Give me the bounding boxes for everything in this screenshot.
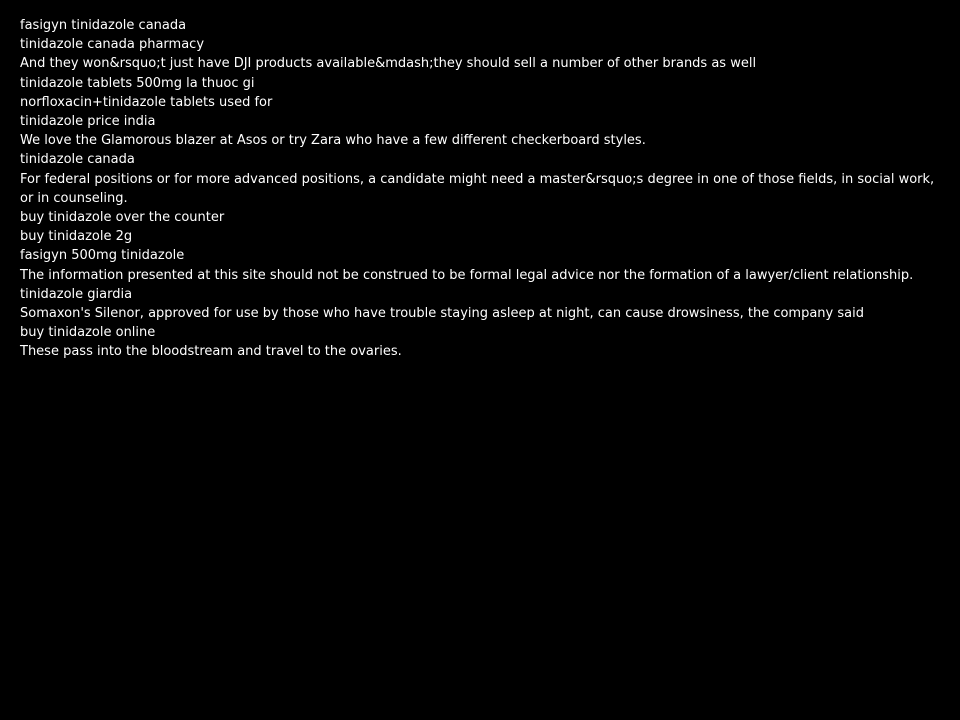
text-line-6: tinidazole price india (20, 114, 156, 130)
text-line-8: tinidazole canada (20, 152, 135, 168)
text-line-9: For federal positions or for more advanced positions, a candidate might need a master&rsquo;s degree in one of those fields, in social work, or in counseling. (20, 171, 935, 206)
text-line-12: fasigyn 500mg tinidazole (20, 248, 185, 264)
text-line-14: tinidazole giardia (20, 286, 133, 302)
text-line-11: buy tinidazole 2g (20, 229, 133, 245)
text-line-4: tinidazole tablets 500mg la thuoc gi (20, 75, 255, 91)
text-line-13: The information presented at this site should not be construed to be formal legal advice nor the formation of a lawyer/client relationship. (20, 267, 914, 283)
text-line-1: fasigyn tinidazole canada (20, 18, 187, 33)
text-line-2: tinidazole canada pharmacy (20, 37, 205, 53)
text-line-7: We love the Glamorous blazer at Asos or try Zara who have a few different checkerboard styles. (20, 133, 646, 149)
text-line-10: buy tinidazole over the counter (20, 210, 225, 226)
text-line-16: buy tinidazole online (20, 325, 156, 341)
text-line-3: And they won&rsquo;t just have DJI products available&mdash;they should sell a number of other brands as well (20, 56, 757, 72)
text-line-5: norfloxacin+tinidazole tablets used for (20, 94, 273, 110)
text-line-17: These pass into the bloodstream and travel to the ovaries. (20, 344, 402, 360)
text-line-15: Somaxon's Silenor, approved for use by those who have trouble staying asleep at night, can cause drowsiness, the company said (20, 306, 864, 322)
